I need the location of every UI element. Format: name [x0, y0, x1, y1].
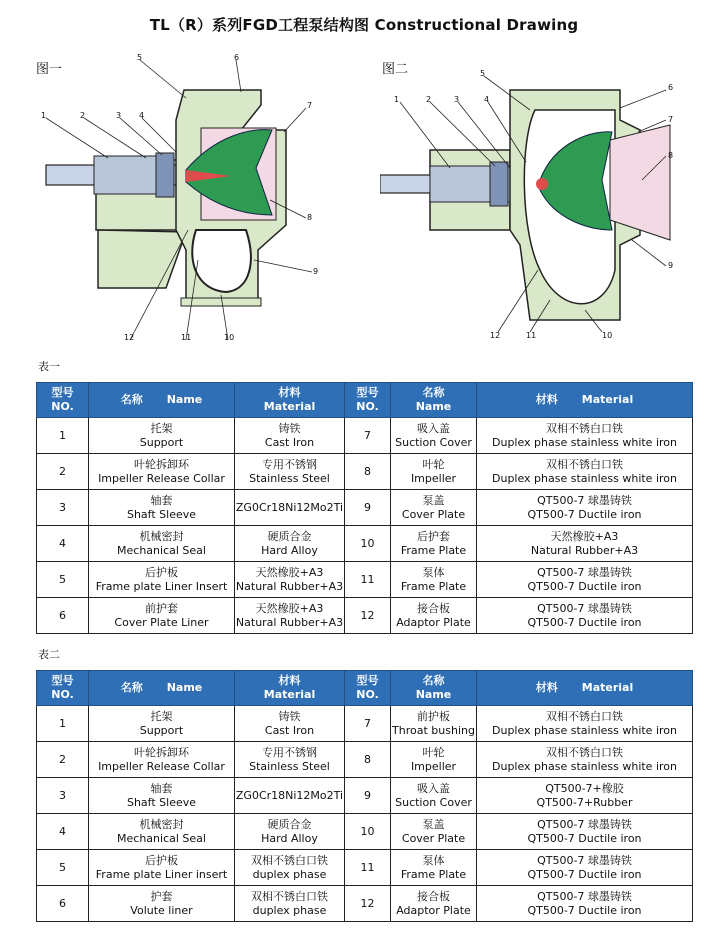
part-material-text: Hard Alloy: [261, 831, 318, 845]
part-no-text: 4: [59, 536, 66, 550]
part-material-cell: [477, 778, 693, 814]
part-material-text: Duplex phase stainless white iron: [492, 759, 677, 773]
part-no-text: 9: [364, 500, 371, 514]
table-row: [37, 886, 693, 922]
part-no-cell: [37, 814, 89, 850]
callout-3: 3: [116, 111, 122, 120]
part-name-cell: [391, 490, 477, 526]
callout-9: 9: [668, 261, 674, 270]
part-name-text: 托架: [150, 709, 173, 723]
table-row: [37, 742, 693, 778]
part-material-cell: [477, 418, 693, 454]
part-name-text: Frame Plate: [400, 867, 467, 881]
part-no-text: 3: [59, 500, 66, 514]
part-material-text: 天然橡胶+A3: [550, 529, 619, 543]
part-name-text: Volute liner: [130, 903, 193, 917]
part-material-text: QT500-7 Ductile iron: [527, 579, 642, 593]
part-material-text: Cast Iron: [264, 723, 315, 737]
casing-foot: [181, 298, 261, 306]
header-name-en: Name: [415, 400, 452, 413]
part-name-text: 吸入盖: [417, 421, 450, 435]
part-name-text: 前护板: [417, 709, 450, 723]
part-name-cell: [89, 778, 235, 814]
part-name-text: Cover Plate Liner: [114, 615, 209, 629]
part-no-cell: [37, 850, 89, 886]
part-material-text: QT500-7 球墨铸铁: [537, 853, 632, 867]
part-no-cell: [345, 418, 391, 454]
part-name-text: 吸入盖: [417, 781, 450, 795]
part-material-text: QT500-7 Ductile iron: [527, 507, 642, 521]
callout-10: 10: [224, 333, 235, 342]
header-name-2: [391, 671, 477, 706]
table-2-header-row: [37, 671, 693, 706]
header-no-en: NO.: [51, 688, 74, 701]
part-no-text: 10: [360, 536, 375, 550]
callout-11: 11: [181, 333, 192, 342]
part-material-cell: [477, 886, 693, 922]
header-mat-en: Material: [263, 400, 316, 413]
callout-11: 11: [526, 331, 537, 340]
header-material: [235, 671, 345, 706]
part-material-text: 硬质合金: [267, 817, 312, 831]
part-name-text: 轴套: [150, 781, 173, 795]
part-no-text: 10: [360, 824, 375, 838]
part-material-text: 硬质合金: [267, 529, 312, 543]
part-no-cell: [37, 562, 89, 598]
header-mat-en: Material: [581, 681, 634, 694]
part-name-cell: [89, 490, 235, 526]
part-name-cell: [89, 418, 235, 454]
part-material-text: ZG0Cr18Ni12Mo2Ti: [235, 788, 344, 802]
part-name-text: Mechanical Seal: [117, 543, 206, 557]
header-material: [235, 383, 345, 418]
part-name-text: 轴套: [150, 493, 173, 507]
part-no-cell: [345, 706, 391, 742]
part-name-cell: [391, 418, 477, 454]
table-row: [37, 526, 693, 562]
part-no-cell: [37, 490, 89, 526]
part-material-cell: [477, 742, 693, 778]
part-material-text: Duplex phase stainless white iron: [492, 435, 677, 449]
header-name-en: Name: [415, 688, 452, 701]
part-material-cell: [477, 598, 693, 634]
part-name-cell: [89, 886, 235, 922]
header-mat-en: Material: [263, 688, 316, 701]
part-material-text: QT500-7 球墨铸铁: [537, 565, 632, 579]
part-name-cell: [391, 706, 477, 742]
part-material-text: Natural Rubber+A3: [235, 579, 344, 593]
part-name-text: 叶轮: [422, 457, 445, 471]
part-no-text: 5: [59, 860, 66, 874]
part-material-cell: [477, 850, 693, 886]
header-mat-zh: 材料: [278, 386, 301, 399]
part-no-cell: [345, 490, 391, 526]
part-no-text: 5: [59, 572, 66, 586]
callout-4: 4: [484, 95, 490, 104]
part-no-text: 8: [364, 464, 371, 478]
part-no-cell: [345, 778, 391, 814]
header-no-en: NO.: [356, 400, 379, 413]
figure-2-pump-drawing: [380, 70, 692, 345]
part-name-cell: [391, 742, 477, 778]
figure-1-label: 图一: [36, 62, 63, 77]
shaft-sleeve: [490, 162, 508, 206]
part-material-cell: [477, 526, 693, 562]
part-no-text: 2: [59, 464, 66, 478]
part-name-cell: [89, 742, 235, 778]
part-no-text: 11: [360, 572, 375, 586]
part-material-cell: [235, 742, 345, 778]
part-name-text: Frame Plate: [400, 543, 467, 557]
part-name-text: Adaptor Plate: [396, 615, 471, 629]
part-name-text: Support: [139, 723, 184, 737]
header-no: [37, 383, 89, 418]
callout-1: 1: [41, 111, 47, 120]
part-material-text: QT500-7 Ductile iron: [527, 867, 642, 881]
part-material-cell: [477, 454, 693, 490]
part-name-text: 泵体: [422, 853, 445, 867]
part-name-text: Frame plate Liner Insert: [95, 579, 228, 593]
part-name-text: Adaptor Plate: [396, 903, 471, 917]
part-material-cell: [235, 778, 345, 814]
callout-2: 2: [80, 111, 86, 120]
figure-2-label: 图二: [382, 62, 409, 77]
header-name-en: Name: [166, 393, 203, 406]
header-no-2: [345, 671, 391, 706]
part-no-cell: [37, 454, 89, 490]
part-material-cell: [235, 850, 345, 886]
part-name-text: Cover Plate: [401, 831, 466, 845]
header-mat-en: Material: [581, 393, 634, 406]
part-name-text: 泵体: [422, 565, 445, 579]
callout-10: 10: [602, 331, 613, 340]
table-1-header-row: [37, 383, 693, 418]
part-no-text: 9: [364, 788, 371, 802]
part-no-text: 8: [364, 752, 371, 766]
part-name-cell: [391, 850, 477, 886]
callout-4: 4: [139, 111, 145, 120]
table-row: [37, 598, 693, 634]
callout-9: 9: [313, 267, 319, 276]
table-1-label: 表一: [38, 360, 60, 373]
header-no-zh: 型号: [356, 386, 379, 399]
table-row: [37, 706, 693, 742]
header-name-zh: 名称: [422, 674, 445, 687]
part-no-cell: [345, 850, 391, 886]
header-mat-zh: 材料: [278, 674, 301, 687]
part-name-text: 后护板: [145, 565, 178, 579]
figure-1-pump-drawing: [36, 50, 336, 345]
header-no-en: NO.: [51, 400, 74, 413]
header-name-zh: 名称: [422, 386, 445, 399]
part-no-cell: [37, 598, 89, 634]
part-no-cell: [345, 526, 391, 562]
header-no-zh: 型号: [51, 674, 74, 687]
part-name-text: 叶轮拆卸环: [134, 457, 189, 471]
part-material-text: duplex phase: [252, 867, 327, 881]
part-name-cell: [391, 526, 477, 562]
header-name-zh: 名称: [120, 681, 143, 694]
part-material-cell: [235, 490, 345, 526]
part-name-text: Throat bushing: [392, 723, 475, 737]
part-no-text: 7: [364, 716, 371, 730]
part-material-text: Natural Rubber+A3: [235, 615, 344, 629]
part-name-text: 泵盖: [422, 493, 445, 507]
page-title: TL（R）系列FGD工程泵结构图 Constructional Drawing: [149, 16, 579, 34]
part-material-text: QT500-7+Rubber: [536, 795, 633, 809]
part-material-cell: [235, 814, 345, 850]
part-name-cell: [89, 454, 235, 490]
part-material-text: Duplex phase stainless white iron: [492, 471, 677, 485]
callout-1: 1: [394, 95, 400, 104]
table-row: [37, 778, 693, 814]
part-material-text: 专用不锈钢: [262, 745, 317, 759]
part-material-text: QT500-7 球墨铸铁: [537, 601, 632, 615]
part-no-cell: [345, 742, 391, 778]
part-no-text: 1: [59, 428, 66, 442]
shaft-sleeve: [156, 153, 174, 197]
part-name-text: Impeller: [410, 759, 457, 773]
part-no-text: 7: [364, 428, 371, 442]
part-material-cell: [235, 598, 345, 634]
part-material-cell: [235, 454, 345, 490]
header-name: [89, 671, 235, 706]
part-material-text: Duplex phase stainless white iron: [492, 723, 677, 737]
part-name-cell: [89, 526, 235, 562]
header-name-zh: 名称: [120, 393, 143, 406]
header-name: [89, 383, 235, 418]
part-name-text: 托架: [150, 421, 173, 435]
table-row: [37, 454, 693, 490]
part-name-cell: [391, 598, 477, 634]
callout-5: 5: [137, 53, 143, 62]
header-material-2: [477, 671, 693, 706]
header-no-zh: 型号: [356, 674, 379, 687]
part-material-text: Stainless Steel: [249, 759, 330, 773]
header-material-2: [477, 383, 693, 418]
part-material-text: 双相不锈白口铁: [546, 421, 623, 435]
part-no-text: 4: [59, 824, 66, 838]
part-material-text: Hard Alloy: [261, 543, 318, 557]
part-name-text: 护套: [150, 889, 173, 903]
part-material-text: 专用不锈钢: [262, 457, 317, 471]
table-2: [36, 670, 693, 922]
part-no-text: 12: [360, 896, 375, 910]
table-row: [37, 490, 693, 526]
part-material-cell: [235, 706, 345, 742]
part-name-cell: [89, 598, 235, 634]
callout-6: 6: [234, 53, 240, 62]
table-row: [37, 850, 693, 886]
part-name-text: 后护套: [417, 529, 450, 543]
part-name-text: 叶轮: [422, 745, 445, 759]
callout-5: 5: [480, 70, 486, 78]
table-row: [37, 562, 693, 598]
part-no-cell: [345, 454, 391, 490]
part-no-cell: [37, 886, 89, 922]
part-name-text: Impeller: [410, 471, 457, 485]
header-no: [37, 671, 89, 706]
part-name-cell: [89, 562, 235, 598]
part-material-cell: [477, 562, 693, 598]
callout-6: 6: [668, 83, 674, 92]
part-name-cell: [391, 814, 477, 850]
part-material-cell: [235, 526, 345, 562]
part-name-text: Suction Cover: [395, 795, 472, 809]
part-material-text: QT500-7 Ductile iron: [527, 903, 642, 917]
header-no-2: [345, 383, 391, 418]
table-row: [37, 418, 693, 454]
part-name-text: 叶轮拆卸环: [134, 745, 189, 759]
part-no-cell: [37, 742, 89, 778]
part-material-text: QT500-7 Ductile iron: [527, 831, 642, 845]
part-material-text: Cast Iron: [264, 435, 315, 449]
part-no-cell: [37, 778, 89, 814]
part-no-text: 3: [59, 788, 66, 802]
header-mat-zh: 材料: [535, 681, 558, 694]
part-name-text: Support: [139, 435, 184, 449]
header-no-zh: 型号: [51, 386, 74, 399]
part-no-cell: [37, 526, 89, 562]
part-name-text: Cover Plate: [401, 507, 466, 521]
header-name-2: [391, 383, 477, 418]
part-name-cell: [89, 706, 235, 742]
part-name-text: 机械密封: [139, 817, 184, 831]
part-name-text: 泵盖: [422, 817, 445, 831]
suction-nozzle: [610, 125, 670, 240]
part-material-text: 双相不锈白口铁: [546, 745, 623, 759]
part-material-cell: [235, 418, 345, 454]
part-no-cell: [345, 598, 391, 634]
callout-12: 12: [124, 333, 135, 342]
part-material-text: 双相不锈白口铁: [546, 457, 623, 471]
part-name-text: 后护板: [145, 853, 178, 867]
part-name-text: 机械密封: [139, 529, 184, 543]
part-material-text: QT500-7 球墨铸铁: [537, 889, 632, 903]
part-name-text: 接合板: [417, 889, 450, 903]
part-no-text: 1: [59, 716, 66, 730]
header-mat-zh: 材料: [535, 393, 558, 406]
part-name-text: 接合板: [417, 601, 450, 615]
part-material-text: 双相不锈白口铁: [251, 889, 328, 903]
part-material-cell: [235, 562, 345, 598]
part-material-cell: [235, 886, 345, 922]
part-material-text: 天然橡胶+A3: [255, 565, 324, 579]
part-material-text: ZG0Cr18Ni12Mo2Ti: [235, 500, 344, 514]
part-name-text: Shaft Sleeve: [126, 507, 197, 521]
part-no-text: 6: [59, 608, 66, 622]
table-1: [36, 382, 693, 634]
part-material-text: QT500-7 球墨铸铁: [537, 817, 632, 831]
part-material-text: QT500-7 Ductile iron: [527, 615, 642, 629]
header-no-en: NO.: [356, 688, 379, 701]
part-material-cell: [477, 490, 693, 526]
part-material-text: QT500-7+橡胶: [545, 781, 624, 795]
part-name-cell: [89, 850, 235, 886]
part-name-text: Frame Plate: [400, 579, 467, 593]
part-no-text: 11: [360, 860, 375, 874]
part-no-text: 2: [59, 752, 66, 766]
part-material-cell: [477, 814, 693, 850]
callout-7: 7: [668, 115, 674, 124]
part-material-text: 铸铁: [278, 709, 301, 723]
part-name-text: Suction Cover: [395, 435, 472, 449]
part-name-cell: [391, 454, 477, 490]
part-material-text: 天然橡胶+A3: [255, 601, 324, 615]
part-name-cell: [391, 886, 477, 922]
table-row: [37, 814, 693, 850]
part-name-text: Shaft Sleeve: [126, 795, 197, 809]
part-no-cell: [37, 418, 89, 454]
part-name-cell: [391, 778, 477, 814]
part-name-text: Mechanical Seal: [117, 831, 206, 845]
part-material-text: Natural Rubber+A3: [530, 543, 639, 557]
callout-8: 8: [668, 151, 674, 160]
part-material-text: 双相不锈白口铁: [546, 709, 623, 723]
callout-8: 8: [307, 213, 313, 222]
callout-12: 12: [490, 331, 501, 340]
table-2-label: 表二: [38, 648, 60, 661]
callout-7: 7: [307, 101, 313, 110]
part-material-text: 铸铁: [278, 421, 301, 435]
part-no-text: 12: [360, 608, 375, 622]
part-no-cell: [345, 814, 391, 850]
header-name-en: Name: [166, 681, 203, 694]
impeller-hub: [536, 178, 548, 190]
part-name-cell: [391, 562, 477, 598]
part-no-cell: [345, 886, 391, 922]
part-name-text: Impeller Release Collar: [98, 471, 225, 485]
part-no-text: 6: [59, 896, 66, 910]
part-no-cell: [345, 562, 391, 598]
part-name-text: Impeller Release Collar: [98, 759, 225, 773]
callout-2: 2: [426, 95, 432, 104]
callout-3: 3: [454, 95, 460, 104]
part-material-text: duplex phase: [252, 903, 327, 917]
part-name-text: Frame plate Liner insert: [95, 867, 228, 881]
part-material-text: 双相不锈白口铁: [251, 853, 328, 867]
part-material-text: QT500-7 球墨铸铁: [537, 493, 632, 507]
part-material-cell: [477, 706, 693, 742]
part-name-text: 前护套: [145, 601, 178, 615]
part-no-cell: [37, 706, 89, 742]
part-name-cell: [89, 814, 235, 850]
part-material-text: Stainless Steel: [249, 471, 330, 485]
